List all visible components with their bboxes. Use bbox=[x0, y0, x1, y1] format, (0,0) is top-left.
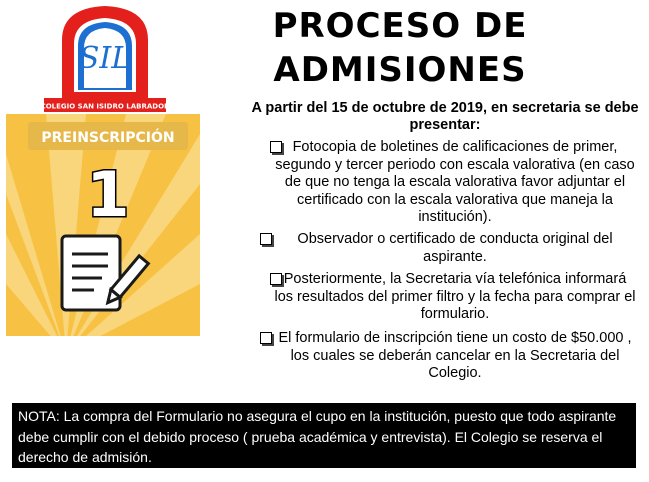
requirement-text: El formulario de inscripción tiene un costo de $50.000 , los cuales se deberán cancelar en la Secretaria del Colegio. bbox=[278, 330, 632, 381]
preinscription-card bbox=[6, 114, 200, 336]
requirement-text: Posteriormente, la Secretaria vía telefónica informará los resultados del primer filtro y la fecha para comprar el formulario. bbox=[274, 271, 636, 322]
requirement-item bbox=[256, 330, 636, 383]
title-line-1: PROCESO DE bbox=[272, 6, 528, 46]
checkbox-bullet-icon bbox=[270, 273, 282, 285]
logo-school-name: COLEGIO SAN ISIDRO LABRADOR bbox=[40, 102, 170, 111]
page-title bbox=[250, 4, 550, 92]
requirement-item bbox=[256, 271, 636, 324]
step-number: 1 bbox=[86, 158, 130, 231]
checkbox-bullet-icon bbox=[270, 141, 282, 153]
requirement-text: Observador o certificado de conducta original del aspirante. bbox=[297, 231, 613, 265]
requirement-item bbox=[256, 139, 636, 227]
requirement-item bbox=[256, 231, 636, 266]
note-box: NOTA: La compra del Formulario no asegura el cupo en la institución, puesto que todo aspirante debe cumplir con el debido proceso ( prueba académica y entrevista). El Colegio se reserva el derecho de admisión. bbox=[12, 403, 636, 468]
school-logo bbox=[40, 2, 170, 114]
title-line-2: ADMISIONES bbox=[273, 50, 527, 90]
checkbox-bullet-icon bbox=[260, 233, 272, 245]
intro-text: A partir del 15 de octubre de 2019, en secretaria se debe presentar: bbox=[251, 100, 639, 133]
requirement-text: Fotocopia de boletines de calificaciones de primer, segundo y tercer periodo con escala valorativa (en caso de que no tenga la escala valorativa favor adjuntar el certificado con la escala valorativa que maneja la institución). bbox=[275, 139, 635, 225]
card-label: PREINSCRIPCIÓN bbox=[41, 130, 175, 146]
checkbox-bullet-icon bbox=[260, 332, 272, 344]
logo-monogram: SIL bbox=[78, 41, 132, 76]
